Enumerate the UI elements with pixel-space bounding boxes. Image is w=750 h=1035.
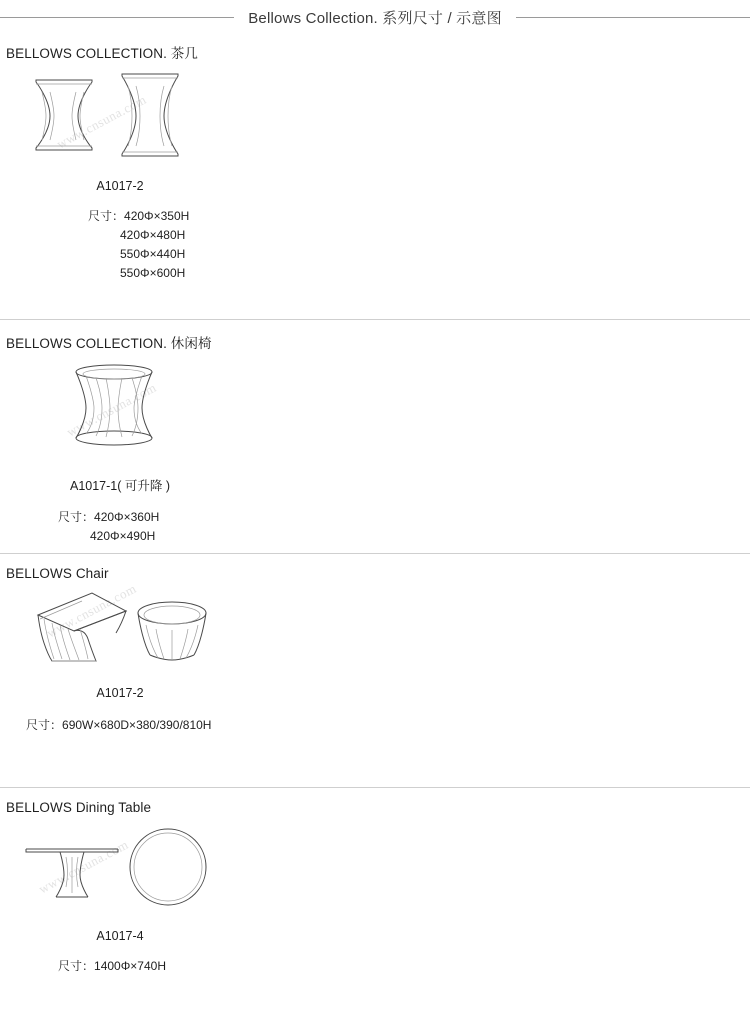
section-title: BELLOWS Chair bbox=[6, 566, 109, 581]
page-title: Bellows Collection. 系列尺寸 / 示意图 bbox=[248, 9, 502, 27]
watermark: www.cnsuna.com bbox=[54, 91, 149, 152]
dimensions-list bbox=[0, 716, 750, 735]
dimension-row bbox=[26, 716, 750, 735]
section-title: BELLOWS COLLECTION. 休闲椅 bbox=[6, 336, 212, 351]
figure-area bbox=[0, 352, 750, 460]
product-code: A1017-4 bbox=[96, 929, 144, 943]
coffee-table-drawing bbox=[18, 72, 198, 162]
product-code: A1017-2 bbox=[96, 179, 144, 193]
dimension-label: 尺寸： bbox=[26, 718, 63, 732]
coffee-table-svg bbox=[18, 72, 198, 162]
dimension-row bbox=[58, 957, 750, 976]
figure-area bbox=[0, 62, 750, 167]
lounge-chair-drawing bbox=[62, 360, 172, 456]
dimension-value: 420Φ×360H bbox=[94, 510, 160, 524]
figure-area bbox=[0, 815, 750, 915]
watermark: www.cnsuna.com bbox=[36, 836, 131, 897]
dimension-value: 1400Φ×740H bbox=[94, 959, 166, 973]
dimension-row: 420Φ×490H bbox=[90, 529, 156, 543]
dimension-label: 尺寸： bbox=[58, 959, 95, 973]
section-coffee-table bbox=[0, 30, 750, 320]
dimension-label: 尺寸： bbox=[58, 510, 95, 524]
section-dining-table bbox=[0, 788, 750, 988]
bellows-chair-drawing bbox=[30, 589, 220, 671]
dimensions-list bbox=[0, 207, 750, 283]
dimension-label: 尺寸： bbox=[88, 209, 125, 223]
section-title: BELLOWS Dining Table bbox=[6, 800, 152, 815]
dimension-row: 420Φ×480H bbox=[120, 228, 186, 242]
dimension-row: 550Φ×600H bbox=[120, 266, 186, 280]
section-bellows-chair bbox=[0, 554, 750, 788]
dimension-row bbox=[58, 508, 750, 527]
section-title: BELLOWS COLLECTION. 茶几 bbox=[6, 46, 198, 61]
dining-table-svg bbox=[20, 823, 210, 909]
product-code: A1017-1( 可升降 ) bbox=[69, 479, 171, 493]
dimensions-list bbox=[0, 508, 750, 546]
lounge-chair-svg bbox=[62, 360, 172, 456]
header-rule-left bbox=[0, 17, 234, 18]
dimension-value: 420Φ×350H bbox=[124, 209, 190, 223]
dimensions-list bbox=[0, 957, 750, 976]
bellows-chair-svg bbox=[30, 589, 220, 671]
dining-table-drawing bbox=[20, 823, 210, 909]
dimension-value: 690W×680D×380/390/810H bbox=[62, 718, 212, 732]
watermark: www.cnsuna.com bbox=[44, 580, 139, 641]
header-rule-right bbox=[516, 17, 750, 18]
figure-area bbox=[0, 581, 750, 676]
section-lounge-chair bbox=[0, 320, 750, 554]
dimension-row bbox=[88, 207, 750, 226]
product-code: A1017-2 bbox=[96, 686, 144, 700]
watermark: www.cnsuna.com bbox=[64, 379, 159, 440]
dimension-row: 550Φ×440H bbox=[120, 247, 186, 261]
page-header bbox=[0, 0, 750, 30]
